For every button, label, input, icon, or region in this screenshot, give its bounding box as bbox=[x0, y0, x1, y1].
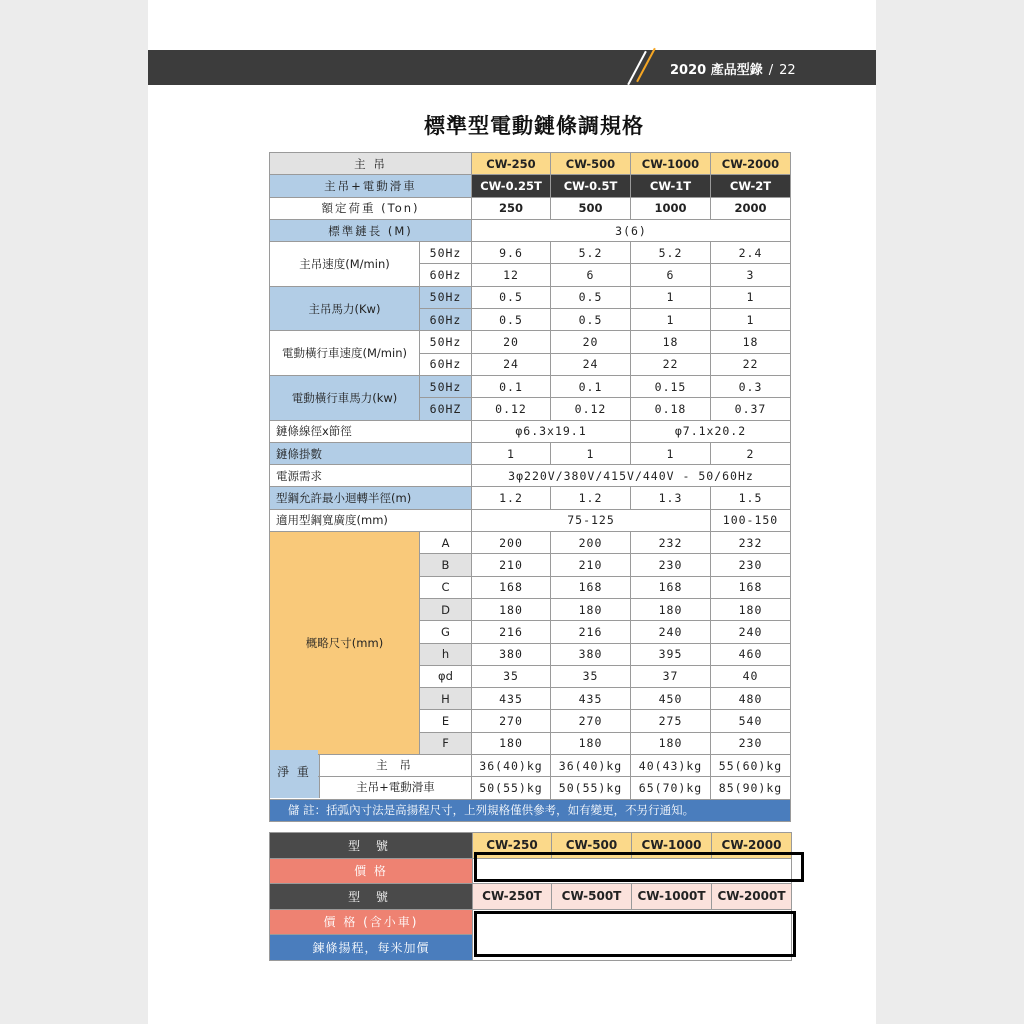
model-cell: CW-2000 bbox=[711, 153, 791, 175]
value-cell: 0.5 bbox=[551, 286, 631, 308]
value-cell: 1 bbox=[711, 309, 791, 331]
trolley-model-cell: CW-2T bbox=[711, 175, 791, 197]
net-weight-label: 淨 重 bbox=[270, 750, 318, 792]
header-title bbox=[670, 59, 796, 78]
value-cell: 450 bbox=[631, 688, 711, 710]
catalog-name: 2020 產品型錄 bbox=[670, 63, 763, 78]
load-label: 額定荷重 (Ton) bbox=[270, 197, 472, 219]
value-cell: 12 bbox=[472, 264, 551, 286]
beam-width-label: 適用型鋼寬廣度(mm) bbox=[270, 509, 472, 531]
value-cell: 6 bbox=[551, 264, 631, 286]
value-cell: 1.3 bbox=[631, 487, 711, 509]
value-cell: 460 bbox=[711, 643, 791, 665]
trolley-model-cell: CW-0.25T bbox=[472, 175, 551, 197]
value-cell: 3φ220V/380V/415V/440V - 50/60Hz bbox=[472, 465, 791, 487]
value-cell: 0.37 bbox=[711, 398, 791, 420]
value-cell: 35 bbox=[472, 665, 551, 687]
value-cell: 270 bbox=[472, 710, 551, 732]
model-cell: CW-2000 bbox=[712, 833, 792, 859]
value-cell: 35 bbox=[551, 665, 631, 687]
lift-power-label: 主吊馬力(Kw) bbox=[270, 286, 420, 331]
table-row bbox=[270, 286, 791, 308]
dim-key: F bbox=[420, 732, 472, 754]
value-cell: 55(60)kg bbox=[711, 755, 791, 777]
turn-radius-label: 型鋼允許最小迴轉半徑(m) bbox=[270, 487, 472, 509]
load-cell: 250 bbox=[472, 197, 551, 219]
price-with-trolley-label: 價 格 (含小車) bbox=[270, 909, 473, 935]
value-cell: 0.12 bbox=[551, 398, 631, 420]
page-title: 標準型電動鏈條調規格 bbox=[424, 114, 644, 138]
value-cell: 1 bbox=[472, 442, 551, 464]
trolley-label: 主吊+電動滑車 bbox=[270, 175, 472, 197]
value-cell: 380 bbox=[551, 643, 631, 665]
value-cell: 1 bbox=[631, 309, 711, 331]
dim-key: A bbox=[420, 532, 472, 554]
hz-label: 60Hz bbox=[420, 309, 472, 331]
value-cell: 480 bbox=[711, 688, 791, 710]
value-cell: 36(40)kg bbox=[472, 755, 551, 777]
trolley-model-cell: CW-2000T bbox=[712, 884, 792, 910]
dim-key: B bbox=[420, 554, 472, 576]
value-cell: 40(43)kg bbox=[631, 755, 711, 777]
value-cell: 230 bbox=[631, 554, 711, 576]
value-cell: 0.5 bbox=[551, 309, 631, 331]
chain-falls-label: 鏈條掛數 bbox=[270, 442, 472, 464]
value-cell: 40 bbox=[711, 665, 791, 687]
value-cell: 210 bbox=[472, 554, 551, 576]
value-cell: 180 bbox=[711, 598, 791, 620]
value-cell: 75-125 bbox=[472, 509, 711, 531]
hz-label: 50Hz bbox=[420, 286, 472, 308]
value-cell: φ6.3x19.1 bbox=[472, 420, 631, 442]
model-cell: CW-250 bbox=[473, 833, 552, 859]
hz-label: 50Hz bbox=[420, 331, 472, 353]
trolley-model-cell: CW-500T bbox=[552, 884, 632, 910]
model-cell: CW-500 bbox=[551, 153, 631, 175]
value-cell: 65(70)kg bbox=[631, 777, 711, 799]
chain-length-label: 標準鏈長 (M) bbox=[270, 219, 472, 241]
value-cell: 0.1 bbox=[472, 375, 551, 397]
value-cell: 168 bbox=[631, 576, 711, 598]
value-cell: 0.1 bbox=[551, 375, 631, 397]
chain-extra-label: 鍊條揚程，每米加價 bbox=[270, 935, 473, 961]
table-row bbox=[270, 884, 792, 910]
value-cell: 240 bbox=[711, 621, 791, 643]
value-cell: 1 bbox=[551, 442, 631, 464]
value-cell: 168 bbox=[711, 576, 791, 598]
table-row bbox=[270, 219, 791, 241]
model-cell: CW-1000 bbox=[632, 833, 712, 859]
value-cell: 2.4 bbox=[711, 242, 791, 264]
value-cell: 240 bbox=[631, 621, 711, 643]
table-row bbox=[270, 799, 791, 821]
table-row bbox=[270, 331, 791, 353]
value-cell: 1.2 bbox=[551, 487, 631, 509]
value-cell: 395 bbox=[631, 643, 711, 665]
value-cell: 180 bbox=[551, 732, 631, 754]
value-cell: 200 bbox=[551, 532, 631, 554]
price-label: 價 格 bbox=[270, 858, 473, 884]
value-cell: 20 bbox=[472, 331, 551, 353]
table-row bbox=[270, 420, 791, 442]
hz-label: 50Hz bbox=[420, 242, 472, 264]
traverse-speed-label: 電動橫行車速度(M/min) bbox=[270, 331, 420, 376]
page-number: 22 bbox=[779, 63, 796, 78]
value-cell: 3 bbox=[711, 264, 791, 286]
load-cell: 1000 bbox=[631, 197, 711, 219]
value-cell: 9.6 bbox=[472, 242, 551, 264]
table-row bbox=[270, 532, 791, 554]
value-cell: 100-150 bbox=[711, 509, 791, 531]
value-cell: 24 bbox=[472, 353, 551, 375]
value-cell: 540 bbox=[711, 710, 791, 732]
dim-key: G bbox=[420, 621, 472, 643]
table-row bbox=[270, 509, 791, 531]
value-cell: 6 bbox=[631, 264, 711, 286]
trolley-model-cell: CW-1T bbox=[631, 175, 711, 197]
value-cell: 1 bbox=[631, 286, 711, 308]
weight-trolley-label: 主吊+電動滑車 bbox=[356, 780, 435, 795]
trolley-model-cell: CW-1000T bbox=[632, 884, 712, 910]
table-row bbox=[270, 242, 791, 264]
value-cell: 37 bbox=[631, 665, 711, 687]
dim-key: D bbox=[420, 598, 472, 620]
redaction-box-price bbox=[474, 852, 804, 882]
value-cell: 50(55)kg bbox=[472, 777, 551, 799]
table-row bbox=[270, 375, 791, 397]
value-cell: 36(40)kg bbox=[551, 755, 631, 777]
hz-label: 60HZ bbox=[420, 398, 472, 420]
weight-main-label: 主 吊 bbox=[376, 758, 415, 773]
table-row bbox=[270, 442, 791, 464]
value-cell: 85(90)kg bbox=[711, 777, 791, 799]
value-cell: 1 bbox=[711, 286, 791, 308]
main-label: 主 吊 bbox=[270, 153, 472, 175]
value-cell: 0.5 bbox=[472, 309, 551, 331]
value-cell: 210 bbox=[551, 554, 631, 576]
power-supply-label: 電源需求 bbox=[270, 465, 472, 487]
value-cell: 18 bbox=[631, 331, 711, 353]
model-label-2: 型 號 bbox=[270, 884, 473, 910]
lift-speed-label: 主吊速度(M/min) bbox=[270, 242, 420, 287]
trolley-model-cell: CW-250T bbox=[473, 884, 552, 910]
chain-length-value: 3(6) bbox=[472, 219, 791, 241]
load-cell: 2000 bbox=[711, 197, 791, 219]
dim-key: φd bbox=[420, 665, 472, 687]
hz-label: 50Hz bbox=[420, 375, 472, 397]
table-row bbox=[270, 197, 791, 219]
header-separator: / bbox=[768, 63, 774, 78]
model-cell: CW-250 bbox=[472, 153, 551, 175]
model-cell: CW-1000 bbox=[631, 153, 711, 175]
value-cell: 168 bbox=[551, 576, 631, 598]
table-row bbox=[270, 755, 791, 777]
trolley-model-cell: CW-0.5T bbox=[551, 175, 631, 197]
value-cell: 0.5 bbox=[472, 286, 551, 308]
value-cell: 1.2 bbox=[472, 487, 551, 509]
value-cell: 2 bbox=[711, 442, 791, 464]
chain-diameter-label: 鏈條線徑x節徑 bbox=[270, 420, 472, 442]
value-cell: 24 bbox=[551, 353, 631, 375]
dim-key: h bbox=[420, 643, 472, 665]
value-cell: 216 bbox=[551, 621, 631, 643]
value-cell: 180 bbox=[472, 598, 551, 620]
value-cell: 180 bbox=[631, 732, 711, 754]
value-cell: 270 bbox=[551, 710, 631, 732]
value-cell: 180 bbox=[551, 598, 631, 620]
value-cell: 5.2 bbox=[631, 242, 711, 264]
value-cell: 200 bbox=[472, 532, 551, 554]
spec-note: 儲 註：括弧內寸法是高揚程尺寸，上列規格僅供參考，如有變更，不另行通知。 bbox=[270, 799, 791, 821]
hz-label: 60Hz bbox=[420, 353, 472, 375]
table-row bbox=[270, 175, 791, 197]
value-cell: 0.12 bbox=[472, 398, 551, 420]
value-cell: 0.3 bbox=[711, 375, 791, 397]
value-cell: 168 bbox=[472, 576, 551, 598]
value-cell: 435 bbox=[551, 688, 631, 710]
value-cell: 0.18 bbox=[631, 398, 711, 420]
value-cell: 216 bbox=[472, 621, 551, 643]
model-cell: CW-500 bbox=[552, 833, 632, 859]
traverse-power-label: 電動橫行車馬力(kw) bbox=[270, 375, 420, 420]
dim-key: C bbox=[420, 576, 472, 598]
value-cell: 180 bbox=[472, 732, 551, 754]
value-cell: 435 bbox=[472, 688, 551, 710]
redaction-box-trolley-price bbox=[474, 911, 796, 957]
spec-table bbox=[269, 152, 791, 822]
value-cell: 275 bbox=[631, 710, 711, 732]
value-cell: 0.15 bbox=[631, 375, 711, 397]
value-cell: 20 bbox=[551, 331, 631, 353]
value-cell: 180 bbox=[631, 598, 711, 620]
value-cell: 380 bbox=[472, 643, 551, 665]
value-cell: 230 bbox=[711, 732, 791, 754]
table-row bbox=[270, 153, 791, 175]
table-row bbox=[270, 487, 791, 509]
table-row bbox=[270, 777, 791, 799]
value-cell: 230 bbox=[711, 554, 791, 576]
value-cell: 1.5 bbox=[711, 487, 791, 509]
dim-key: H bbox=[420, 688, 472, 710]
value-cell: 232 bbox=[711, 532, 791, 554]
value-cell: 5.2 bbox=[551, 242, 631, 264]
load-cell: 500 bbox=[551, 197, 631, 219]
dimensions-label: 概略尺寸(mm) bbox=[270, 532, 420, 755]
model-label: 型 號 bbox=[270, 833, 473, 859]
value-cell: 232 bbox=[631, 532, 711, 554]
value-cell: 18 bbox=[711, 331, 791, 353]
table-row bbox=[270, 465, 791, 487]
hz-label: 60Hz bbox=[420, 264, 472, 286]
value-cell: 1 bbox=[631, 442, 711, 464]
value-cell: φ7.1x20.2 bbox=[631, 420, 791, 442]
value-cell: 50(55)kg bbox=[551, 777, 631, 799]
value-cell: 22 bbox=[711, 353, 791, 375]
dim-key: E bbox=[420, 710, 472, 732]
value-cell: 22 bbox=[631, 353, 711, 375]
